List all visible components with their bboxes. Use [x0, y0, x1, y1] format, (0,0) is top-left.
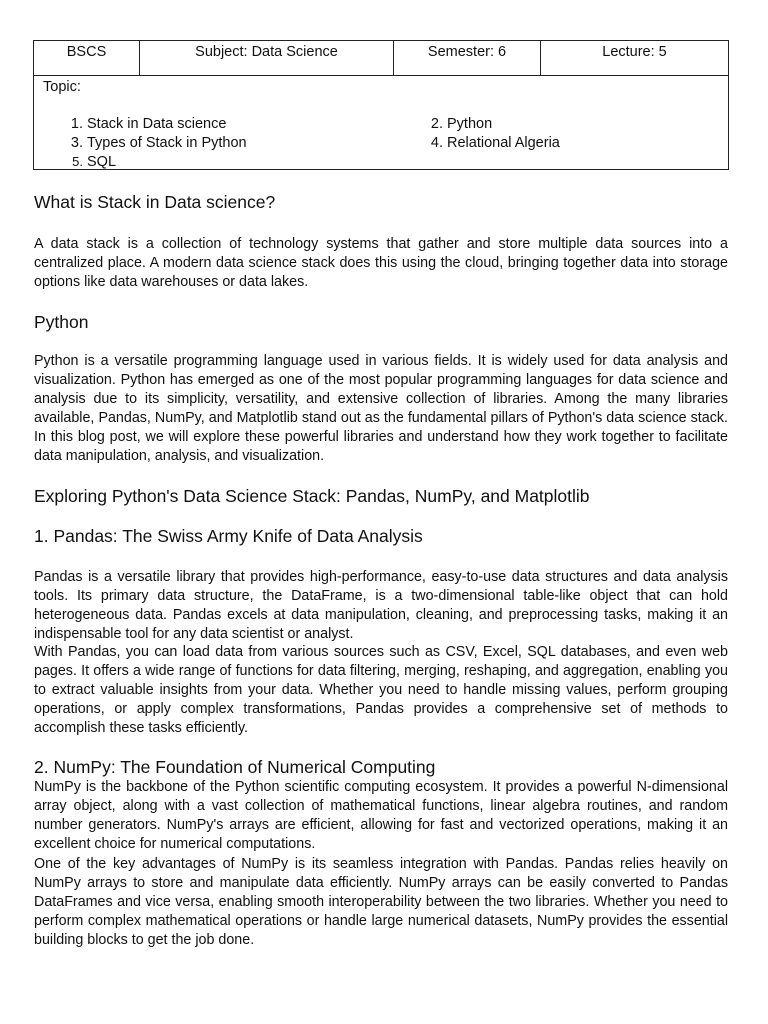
topic-item-text: Python [447, 116, 493, 132]
topic-item [422, 135, 560, 151]
topic-item [422, 116, 492, 132]
topic-item-text: Stack in Data science [87, 116, 227, 132]
topic-item-number: 3. [70, 135, 83, 151]
subject-cell: Subject: Data Science [140, 41, 394, 76]
section-paragraph: A data stack is a collection of technology systems that gather and store multiple data sources into a centralized place. A modern data science stack does this using the cloud, bringing together data into storage options like data warehouses or data lakes. [34, 236, 728, 290]
topic-item [62, 116, 226, 132]
topic-item-number: 2. [430, 116, 443, 132]
lecture-header-table [33, 40, 729, 170]
topic-cell [34, 76, 729, 170]
section-paragraph: With Pandas, you can load data from various sources such as CSV, Excel, SQL databases, and even web pages. It offers a wide range of functions for data filtering, merging, reshaping, and aggregation, enabling you to extract valuable insights from your data. Whether you need to handle missing values, perform grouping operations, or apply complex transformations, Pandas provides a comprehensive set of methods to accomplish these tasks efficiently. [34, 644, 728, 736]
section-heading: Python [34, 312, 89, 332]
semester-cell: Semester: 6 [394, 41, 541, 76]
topic-item [62, 154, 116, 170]
section-paragraph: One of the key advantages of NumPy is its seamless integration with Pandas. Pandas relies heavily on NumPy arrays to store and manipulate data efficiently. NumPy arrays can be easily converted to Pandas DataFrames and vice versa, enabling smooth interoperability between the two libraries. Whether you need to perform complex mathematical operations or handle large numerical datasets, NumPy provides the essential building blocks to get the job done. [34, 856, 728, 948]
section-paragraph: NumPy is the backbone of the Python scientific computing ecosystem. It provides a powerful N-dimensional array object, along with a vast collection of mathematical functions, linear algebra routines, and random number generators. NumPy's arrays are efficient, allowing for fast and vectorized operations, making it an excellent choice for numerical computations. [34, 779, 728, 852]
topic-item-number: 5. [72, 154, 83, 169]
section-paragraph: Pandas is a versatile library that provides high-performance, easy-to-use data structures and data analysis tools. Its primary data structure, the DataFrame, is a two-dimensional table-like object that can hold heterogeneous data. Pandas excels at data manipulation, cleaning, and preprocessing tasks, making it an indispensable tool for any data scientist or analyst. [34, 569, 728, 642]
section-heading: 1. Pandas: The Swiss Army Knife of Data Analysis [34, 526, 423, 546]
topic-item-text: Relational Algeria [447, 135, 560, 151]
topic-row [34, 76, 729, 170]
section-heading: 2. NumPy: The Foundation of Numerical Computing [34, 757, 436, 777]
topic-item-number: 1. [70, 116, 83, 132]
program-cell: BSCS [34, 41, 140, 76]
header-row [34, 41, 729, 76]
topic-label: Topic: [43, 79, 81, 95]
topic-item [62, 135, 247, 151]
topic-item-number: 4. [430, 135, 443, 151]
lecture-cell: Lecture: 5 [541, 41, 729, 76]
section-heading: Exploring Python's Data Science Stack: Pandas, NumPy, and Matplotlib [34, 486, 590, 506]
section-paragraph: Python is a versatile programming language used in various fields. It is widely used for data analysis and visualization. Python has emerged as one of the most popular programming languages for data science and analysis due to its simplicity, versatility, and extensive collection of libraries. Among the many libraries available, Pandas, NumPy, and Matplotlib stand out as the fundamental pillars of Python's data science stack. In this blog post, we will explore these powerful libraries and understand how they work together to facilitate data manipulation, analysis, and visualization. [34, 353, 728, 464]
section-heading: What is Stack in Data science? [34, 192, 276, 212]
topic-item-text: Types of Stack in Python [87, 135, 247, 151]
topic-item-text: SQL [87, 154, 117, 170]
